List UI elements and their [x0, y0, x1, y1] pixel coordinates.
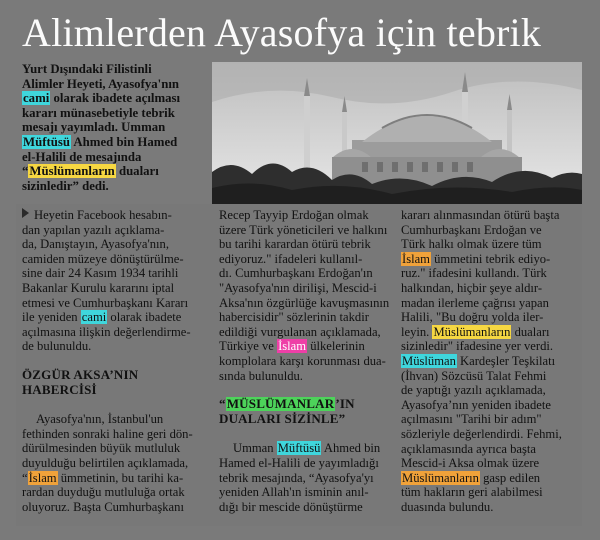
text-run: DUALARI SİZİNLE”: [219, 411, 346, 426]
text-line: [22, 500, 208, 515]
text-run: Bakanlar Kurulu kararını iptal: [22, 280, 175, 295]
text-run: dan yapılan yazılı açıklama-: [22, 222, 165, 237]
text-line: [219, 223, 405, 238]
text-run: tebrik mesajında, “Ayasofya'yı: [219, 470, 374, 485]
text-run: sine dair 24 Kasım 1934 tarihli: [22, 266, 179, 281]
highlighted-term: Müslümanların: [433, 324, 511, 339]
lead-paragraph: [22, 62, 208, 193]
text-line: [219, 325, 405, 340]
text-line: [219, 500, 405, 515]
highlighted-term: Müslümanların: [402, 470, 479, 485]
text-run: Mescid-i Aksa olmak üzere: [401, 456, 540, 471]
text-line: [401, 223, 587, 238]
text-line: [219, 208, 405, 223]
text-run: Recep Tayyip Erdoğan olmak: [219, 208, 369, 222]
text-run: olarak ibadete: [107, 310, 182, 325]
text-run: yeniden Allah'ın isminin anıl-: [219, 485, 369, 500]
text-run: “: [22, 470, 28, 485]
text-line: [219, 281, 405, 296]
subheading-ozgur-aksa: [22, 368, 208, 397]
text-line: [401, 412, 587, 427]
text-run: Halili, "Bu doğru yolda iler-: [401, 310, 544, 325]
text-line: [219, 397, 405, 412]
text-run: açıklamasında ayrıca başta: [401, 441, 536, 456]
text-run: açılmasına ilişkin değerlendirme-: [22, 324, 191, 339]
text-line: [22, 62, 208, 77]
text-line: [22, 120, 208, 135]
text-run: Türkiye ve: [219, 339, 278, 354]
text-line: [22, 252, 208, 267]
text-line: [22, 164, 208, 179]
text-run: ümmetini tebrik ediyo-: [430, 251, 551, 266]
highlighted-term: İslam: [402, 251, 430, 266]
text-line: [22, 412, 208, 427]
text-line: [401, 325, 587, 340]
text-line: [219, 441, 405, 456]
column-1: [22, 208, 208, 514]
column-2-paragraph-2: [219, 441, 405, 514]
text-run: "Ayasofya'nın dirilişi, Mescid-i: [219, 280, 377, 295]
text-run: “: [22, 164, 29, 179]
text-line: [401, 208, 587, 223]
text-run: ruz." ifadesini kullandı. Türk: [401, 266, 547, 281]
text-run: bu tarihi karardan ötürü tebrik: [219, 237, 371, 252]
text-line: [401, 369, 587, 384]
text-line: [219, 252, 405, 267]
text-line: [22, 310, 208, 325]
text-run: tüm hakların geri alabilmesi: [401, 485, 543, 500]
text-run: sözleriyle değerlendirdi. Fehmi,: [401, 426, 562, 441]
text-run: sizinledir” dedi.: [22, 178, 109, 193]
hagia-sophia-photo: [212, 62, 582, 204]
column-2-paragraph: [219, 208, 405, 383]
text-run: ile yeniden: [22, 310, 81, 325]
text-line: [401, 500, 587, 515]
text-run: Cumhurbaşkanı Erdoğan ve: [401, 222, 542, 237]
text-run: açılmasını "Tarihi bir adım": [401, 412, 542, 427]
text-line: [22, 456, 208, 471]
text-run: el-Halili de mesajında: [22, 149, 142, 164]
subheading-muslumanlarin-dualari: [219, 397, 405, 426]
text-line: [401, 281, 587, 296]
text-run: Heyetin Facebook hesabın-: [34, 208, 172, 222]
highlighted-term: İslam: [278, 339, 307, 354]
text-run: Ayasofya'nın, İstanbul'un: [36, 412, 164, 427]
text-line: [22, 266, 208, 281]
highlighted-term: MÜSLÜMANLAR: [226, 397, 335, 412]
text-line: ÖZGÜR AKSA’NIN: [22, 367, 139, 382]
text-line: HABERCİSİ: [22, 382, 97, 397]
text-run: habercisidir" sözlerinin takdir: [219, 310, 369, 325]
text-run: Aksa'nın özgürlüğe kavuşmasının: [219, 295, 390, 310]
text-run: fethinden sonraki haline geri dön-: [22, 426, 193, 441]
text-line: [219, 266, 405, 281]
paragraph-marker-icon: [22, 208, 29, 218]
text-line: [219, 369, 405, 384]
text-line: [401, 471, 587, 486]
text-line: [22, 150, 208, 165]
text-line: [22, 339, 208, 354]
text-line: [22, 296, 208, 311]
text-line: [22, 471, 208, 486]
text-run: Hamed el-Halili de yayımladığı: [219, 455, 379, 470]
text-run: sizinledir" ifadesine yer verdi.: [401, 339, 554, 354]
text-line: [219, 412, 405, 427]
text-run: üzere Türk yöneticileri ve halkını: [219, 222, 388, 237]
text-run: kararı alınmasından ötürü başta: [401, 208, 560, 222]
text-line: [401, 252, 587, 267]
text-run: duasında bulundu.: [401, 499, 494, 514]
text-run: Ahmed bin Hamed: [70, 134, 178, 149]
text-run: Umman: [233, 441, 277, 456]
text-run: kararı münasebetiyle tebrik: [22, 105, 175, 120]
text-line: [22, 325, 208, 340]
text-run: dürülmesinden büyük mutluluk: [22, 441, 181, 456]
text-run: de bulunuldu.: [22, 339, 92, 354]
text-run: ediyoruz." ifadeleri kullanıl-: [219, 251, 363, 266]
text-run: rardan duyduğu mutluluğa ortak: [22, 485, 185, 500]
text-line: [219, 471, 405, 486]
text-run: de yaptığı yazılı açıklamada,: [401, 383, 546, 398]
text-run: ümmetinin, bu tarihi ka-: [57, 470, 184, 485]
text-run: komplolara karşı korunması dua-: [219, 353, 386, 368]
text-run: etmesi ve Cumhurbaşkanı Kararı: [22, 295, 189, 310]
text-run: ’IN: [335, 397, 355, 412]
column-1-paragraph-2: [22, 412, 208, 514]
text-line: [22, 106, 208, 121]
text-line: [22, 427, 208, 442]
highlighted-term: Müslümanların: [29, 164, 115, 179]
text-run: “: [219, 397, 226, 412]
text-run: da, Danıştayın, Ayasofya'nın,: [22, 237, 169, 252]
highlighted-term: Müslüman: [402, 353, 456, 368]
text-line: [401, 296, 587, 311]
text-line: [219, 237, 405, 252]
text-run: oluyoruz. Başta Cumhurbaşkanı: [22, 499, 184, 514]
text-line: [219, 456, 405, 471]
text-line: [401, 354, 587, 369]
text-run: Kardeşler Teşkilatı: [456, 353, 556, 368]
text-run: Ayasofya’nın yeniden ibadete: [401, 397, 551, 412]
text-run: Alimler Heyeti, Ayasofya'nın: [22, 76, 179, 91]
text-run: edildiği vurgulanan açıklamada,: [219, 324, 381, 339]
text-run: (İhvan) Sözcüsü Talat Fehmi: [401, 368, 547, 383]
text-line: [401, 427, 587, 442]
text-line: [22, 77, 208, 92]
text-run: sında bulunuldu.: [219, 368, 303, 383]
text-line: [22, 237, 208, 252]
text-line: [401, 339, 587, 354]
text-run: mesajı yayımladı. Umman: [22, 120, 166, 135]
text-run: duyulduğu belirtilen açıklamada,: [22, 455, 189, 470]
highlighted-term: Müftüsü: [23, 134, 70, 149]
text-run: Yurt Dışındaki Filistinli: [22, 62, 152, 76]
text-line: [22, 281, 208, 296]
highlighted-term: cami: [81, 310, 107, 325]
highlighted-term: İslam: [28, 470, 57, 485]
text-line: [401, 237, 587, 252]
text-line: [401, 266, 587, 281]
text-run: Ahmed bin: [321, 441, 381, 456]
text-line: [401, 383, 587, 398]
text-line: [22, 441, 208, 456]
text-run: dığı bir mescide dönüştürme: [219, 499, 363, 514]
text-line: [22, 179, 208, 194]
text-line: [22, 223, 208, 238]
text-run: gasp edilen: [479, 470, 541, 485]
text-run: leyin.: [401, 324, 433, 339]
text-line: [22, 91, 208, 106]
text-run: halkından, hiçbir şeye aldır-: [401, 280, 543, 295]
text-line: [401, 485, 587, 500]
column-3: [401, 208, 587, 514]
text-line: [22, 135, 208, 150]
text-line: [401, 310, 587, 325]
text-run: dı. Cumhurbaşkanı Erdoğan'ın: [219, 266, 373, 281]
text-run: camiden müzeye dönüştürülme-: [22, 251, 184, 266]
text-run: madan ilerleme çağrısı yapan: [401, 295, 549, 310]
headline: Alimlerden Ayasofya için tebrik: [22, 10, 542, 55]
text-line: [401, 456, 587, 471]
highlighted-term: cami: [23, 91, 50, 106]
text-line: [401, 442, 587, 457]
text-line: [219, 485, 405, 500]
text-line: [22, 485, 208, 500]
text-run: Türk halkı olmak üzere tüm: [401, 237, 542, 252]
text-line: [219, 339, 405, 354]
column-1-paragraph: [22, 208, 208, 354]
text-line: [219, 296, 405, 311]
text-line: [401, 398, 587, 413]
text-line: [219, 310, 405, 325]
text-run: olarak ibadete açılması: [50, 91, 181, 106]
highlighted-term: Müftüsü: [277, 441, 321, 456]
text-run: ülkelerinin: [307, 339, 365, 354]
text-line: [219, 354, 405, 369]
hagia-sophia-icon: [212, 62, 582, 204]
text-run: duaları: [511, 324, 550, 339]
text-run: duaları: [115, 164, 159, 179]
column-2: [219, 208, 405, 514]
